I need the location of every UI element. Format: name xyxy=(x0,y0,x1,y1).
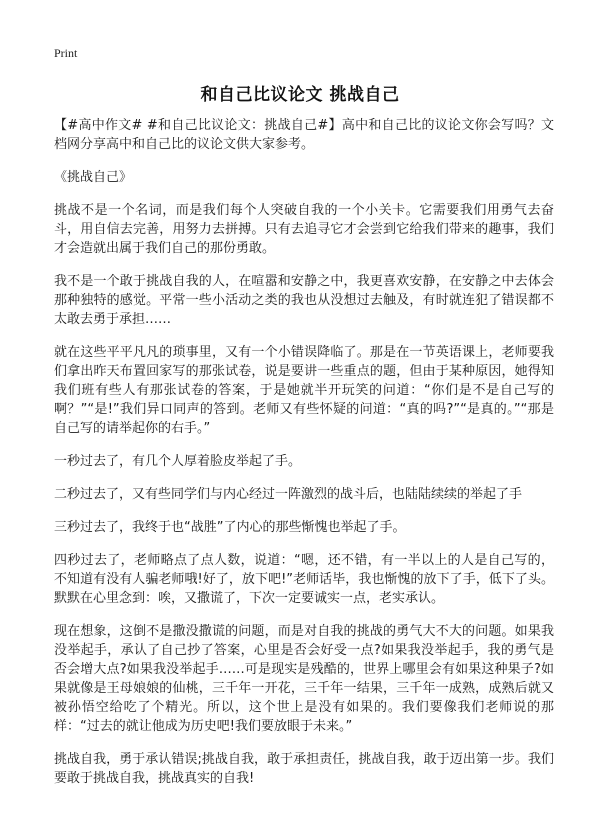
document-body xyxy=(54,116,554,802)
body-paragraph: 就在这些平平凡凡的琐事里，又有一个小错误降临了。那是在一节英语课上，老师要我们拿出昨天布置回家写的那张试卷，说是要讲一些重点的题，但由于某种原因，她得知我们班有些人有那张试卷的答案，于是她就半开玩笑的问道：“你们是不是自己写的啊？”“是!”我们异口同声的答到。老师又有些怀疑的问道：“真的吗?”“是真的。”“那是自己写的请举起你的右手。” xyxy=(54,345,554,436)
body-paragraph: 四秒过去了，老师略点了点人数，说道：“嗯，还不错，有一半以上的人是自己写的，不知道有没有人骗老师哦!好了，放下吧!”老师话毕，我也惭愧的放下了手，低下了头。默默在心里念到：唉，又撒谎了，下次一定要诚实一点，老实承认。 xyxy=(54,553,554,606)
body-paragraph: 现在想象，这倒不是撒没撒谎的问题，而是对自我的挑战的勇气大不大的问题。如果我没举起手，承认了自己抄了答案，心里是否会好受一点?如果我没举起手，我的勇气是否会增大点?如果我没举起手……可是现实是残酷的，世界上哪里会有如果这种果子?如果就像是王母娘娘的仙桃，三千年一开花，三千年一结果，三千年一成熟，成熟后就又被孙悟空给吃了个精光。所以，这个世上是没有如果的。我们要像我们老师说的那样：“过去的就让他成为历史吧!我们要放眼于未来。” xyxy=(54,624,554,734)
body-paragraph: 挑战不是一个名词，而是我们每个人突破自我的一个小关卡。它需要我们用勇气去奋斗，用自信去完善，用努力去拼搏。只有去追寻它才会尝到它给我们带来的趣事，我们才会造就出属于我们自己的那份勇敢。 xyxy=(54,203,554,256)
document-title: 和自己比议论文 挑战自己 xyxy=(200,85,400,105)
body-paragraph: 一秒过去了，有几个人厚着脸皮举起了手。 xyxy=(54,454,302,469)
body-paragraph: 挑战自我，勇于承认错误;挑战自我，敢于承担责任，挑战自我，敢于迈出第一步。我们要敢于挑战自我，挑战真实的自我! xyxy=(54,752,554,786)
essay-title: 《挑战自己》 xyxy=(54,170,133,185)
print-label: Print xyxy=(54,46,78,60)
intro-paragraph: 【#高中作文# #和自己比议论文：挑战自己#】高中和自己比的议论文你会写吗？文档网分享高中和自己比的议论文供大家参考。 xyxy=(54,118,554,152)
body-paragraph: 二秒过去了，又有些同学们与内心经过一阵激烈的战斗后，也陆陆续续的举起了手 xyxy=(54,487,523,502)
body-paragraph: 我不是一个敢于挑战自我的人，在喧嚣和安静之中，我更喜欢安静，在安静之中去体会那种独特的感觉。平常一些小活动之类的我也从没想过去触及，有时就连犯了错误都不太敢去勇于承担…… xyxy=(54,274,554,327)
body-paragraph: 三秒过去了，我终于也“战胜”了内心的那些惭愧也举起了手。 xyxy=(54,520,406,535)
